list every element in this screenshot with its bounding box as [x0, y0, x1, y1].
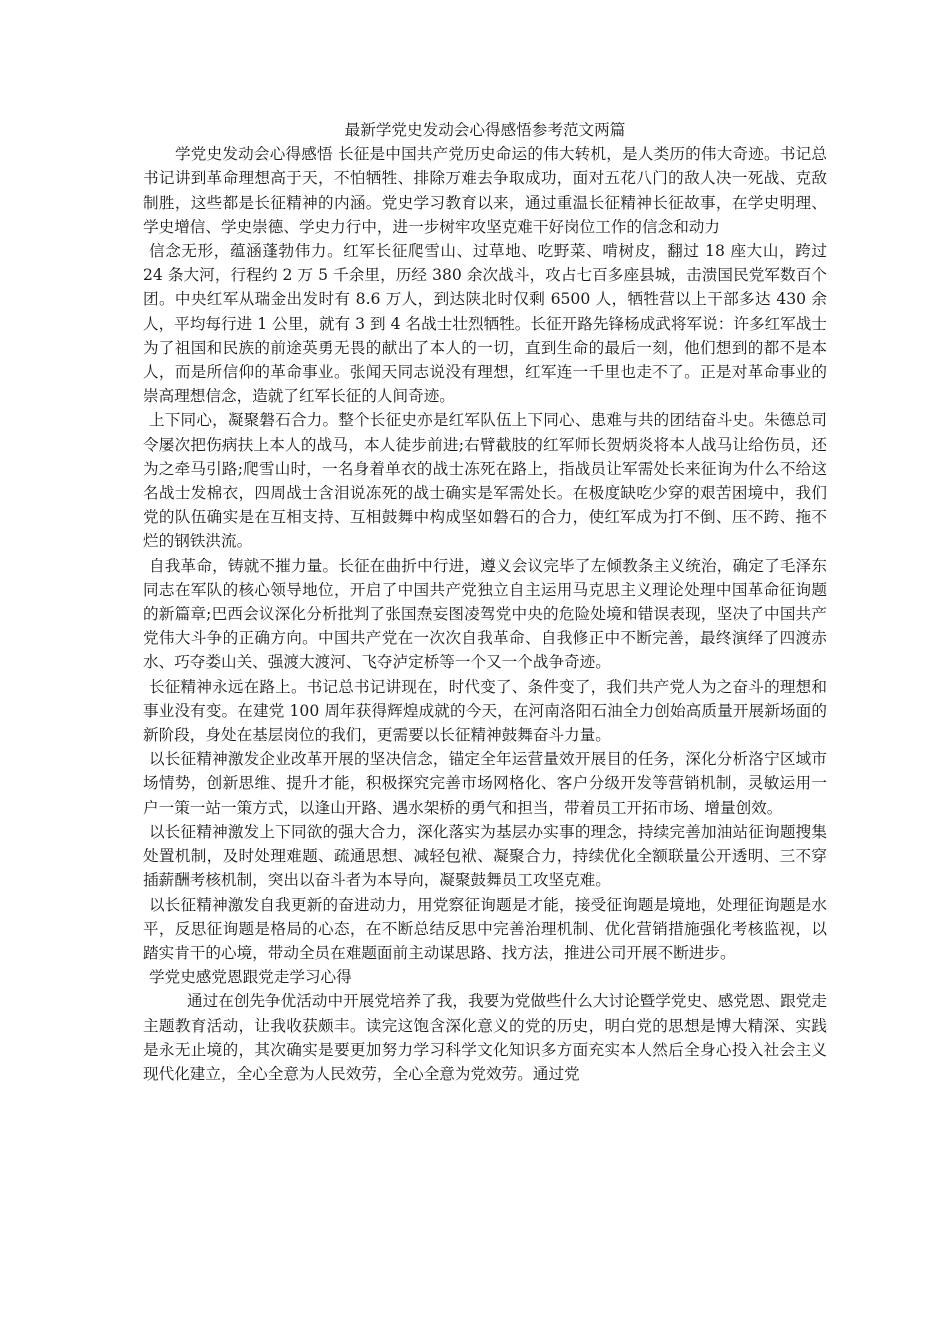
document-page: [143, 118, 827, 1086]
paragraph-9: 通过在创先争优活动中开展党培养了我，我要为党做些什么大讨论暨学党史、感党恩、跟党走主题教育活动，让我收获颇丰。读完这饱含深化意义的党的历史，明白党的思想是博大精深、实践是永无止境的，其次确实是要更加努力学习科学文化知识多方面充实本人然后全身心投入社会主义现代化建立，全心全意为人民效劳，全心全意为党效劳。通过党: [143, 992, 827, 1083]
paragraph-4: 自我革命，铸就不摧力量。长征在曲折中行进，遵义会议完毕了左倾教条主义统治，确定了毛泽东同志在军队的核心领导地位，开启了中国共产党独立自主运用马克思主义理论处理中国革命征询题的新篇章;巴西会议深化分析批判了张国焘妄图凌驾党中央的危险处境和错误表现，坚决了中国共产党伟大斗争的正确方向。中国共产党在一次次自我革命、自我修正中不断完善，最终演绎了四渡赤水、巧夺娄山关、强渡大渡河、飞夺泸定桥等一个又一个战争奇迹。: [143, 556, 827, 672]
section-heading: 学党史感党恩跟党走学习心得: [149, 968, 352, 987]
document-title: 最新学党史发动会心得感悟参考范文两篇: [344, 121, 626, 139]
paragraph-3: 上下同心，凝聚磐石合力。整个长征史亦是红军队伍上下同心、患难与共的团结奋斗史。朱德总司令屡次把伤病扶上本人的战马，本人徒步前进;右臂截肢的红军师长贺炳炎将本人战马让给伤员，还为之牵马引路;爬雪山时，一名身着单衣的战士冻死在路上，指战员让军需处长来征询为什么不给这名战士发棉衣，四周战士含泪说冻死的战士确实是军需处长。在极度缺吃少穿的艰苦困境中，我们党的队伍确实是在互相支持、互相鼓舞中构成坚如磐石的合力，使红军成为打不倒、压不跨、拖不烂的钢铁洪流。: [143, 411, 827, 551]
paragraph-2: 信念无形，蕴涵蓬勃伟力。红军长征爬雪山、过草地、吃野菜、啃树皮，翻过 18 座大山，跨过 24 条大河，行程约 2 万 5 千余里，历经 380 余次战斗，攻占七百多座县城，击溃国民党军数百个团。中央红军从瑞金出发时有 8.6 万人，到达陕北时仅剩 6500 人，牺牲营以上干部多达 430 余人，平均每行进 1 公里，就有 3 到 4 名战士壮烈牺牲。长征开路先锋杨成武将军说：许多红军战士为了祖国和民族的前途英勇无畏的献出了本人的一切，直到生命的最后一刻，他们想到的都不是本人，而是所信仰的革命事业。张闻天同志说没有理想，红军连一千里也走不了。正是对革命事业的崇高理想信念，造就了红军长征的人间奇迹。: [143, 242, 827, 406]
paragraph-6: 以长征精神激发企业改革开展的坚决信念，锚定全年运营量效开展目的任务，深化分析洛宁区域市场情势，创新思维、提升才能，积极探究完善市场网格化、客户分级开发等营销机制，灵敏运用一户一策一站一策方式，以逢山开路、遇水架桥的勇气和担当，带着员工开拓市场、增量创效。: [143, 750, 827, 817]
paragraph-1: 学党史发动会心得感悟 长征是中国共产党历史命运的伟大转机，是人类历的伟大奇迹。书记总书记讲到革命理想高于天，不怕牺牲、排除万难去争取成功，面对五花八门的敌人决一死战、克敌制胜，这些都是长征精神的内涵。党史学习教育以来，通过重温长征精神长征故事，在学史明理、学史增信、学史崇德、学史力行中，进一步树牢攻坚克难干好岗位工作的信念和动力: [143, 145, 827, 236]
paragraph-5: 长征精神永远在路上。书记总书记讲现在，时代变了、条件变了，我们共产党人为之奋斗的理想和事业没有变。在建党 100 周年获得辉煌成就的今天，在河南洛阳石油全力创始高质量开展新场面的新阶段，身处在基层岗位的我们，更需要以长征精神鼓舞奋斗力量。: [143, 677, 827, 745]
paragraph-8: 以长征精神激发自我更新的奋进动力，用党察征询题是才能，接受征询题是境地，处理征询题是水平，反思征询题是格局的心态，在不断总结反思中完善治理机制、优化营销措施强化考核监视，以踏实肯干的心境，带动全员在难题面前主动谋思路、找方法，推进公司开展不断进步。: [143, 895, 827, 962]
paragraph-7: 以长征精神激发上下同欲的强大合力，深化落实为基层办实事的理念，持续完善加油站征询题搜集处置机制，及时处理难题、疏通思想、减轻包袱、凝聚合力，持续优化全额联量公开透明、三不穿插薪酬考核机制，突出以奋斗者为本导向，凝聚鼓舞员工攻坚克难。: [143, 822, 827, 890]
